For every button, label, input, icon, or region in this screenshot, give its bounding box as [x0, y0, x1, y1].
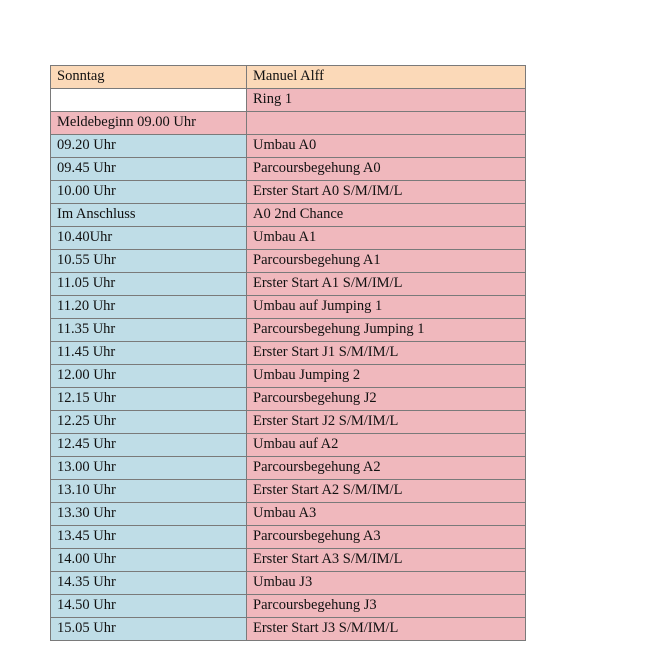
table-row	[51, 572, 526, 595]
subheader-ring-cell: Ring 1	[247, 89, 526, 112]
table-row	[51, 595, 526, 618]
table-row	[51, 204, 526, 227]
row-event-cell: Umbau auf Jumping 1	[247, 296, 526, 319]
table-row	[51, 365, 526, 388]
row-event-cell: Erster Start J3 S/M/IM/L	[247, 618, 526, 641]
row-time-cell: 14.00 Uhr	[51, 549, 247, 572]
row-event-cell: Umbau Jumping 2	[247, 365, 526, 388]
table-row	[51, 181, 526, 204]
table-row	[51, 158, 526, 181]
table-notice-row	[51, 112, 526, 135]
schedule-table-body	[51, 66, 526, 641]
table-subheader-row	[51, 89, 526, 112]
row-time-cell: 12.15 Uhr	[51, 388, 247, 411]
row-event-cell: Erster Start A1 S/M/IM/L	[247, 273, 526, 296]
row-time-cell: 12.00 Uhr	[51, 365, 247, 388]
table-row	[51, 480, 526, 503]
row-event-cell: Umbau A3	[247, 503, 526, 526]
subheader-empty-cell	[51, 89, 247, 112]
table-row	[51, 411, 526, 434]
table-row	[51, 526, 526, 549]
row-time-cell: 15.05 Uhr	[51, 618, 247, 641]
row-time-cell: 11.05 Uhr	[51, 273, 247, 296]
row-time-cell: 10.00 Uhr	[51, 181, 247, 204]
row-time-cell: 11.20 Uhr	[51, 296, 247, 319]
row-time-cell: 13.45 Uhr	[51, 526, 247, 549]
row-time-cell: 12.25 Uhr	[51, 411, 247, 434]
header-day-cell: Sonntag	[51, 66, 247, 89]
table-row	[51, 434, 526, 457]
table-row	[51, 549, 526, 572]
row-event-cell: Erster Start A3 S/M/IM/L	[247, 549, 526, 572]
table-header-row	[51, 66, 526, 89]
row-event-cell: Parcoursbegehung A3	[247, 526, 526, 549]
row-time-cell: 14.35 Uhr	[51, 572, 247, 595]
row-time-cell: 12.45 Uhr	[51, 434, 247, 457]
table-row	[51, 457, 526, 480]
row-time-cell: 13.30 Uhr	[51, 503, 247, 526]
row-time-cell: Im Anschluss	[51, 204, 247, 227]
table-row	[51, 503, 526, 526]
schedule-table	[50, 65, 526, 641]
row-time-cell: 09.20 Uhr	[51, 135, 247, 158]
row-time-cell: 11.35 Uhr	[51, 319, 247, 342]
schedule-sheet	[50, 65, 525, 641]
row-event-cell: Erster Start A0 S/M/IM/L	[247, 181, 526, 204]
row-event-cell: Umbau auf A2	[247, 434, 526, 457]
table-row	[51, 135, 526, 158]
row-time-cell: 13.00 Uhr	[51, 457, 247, 480]
table-row	[51, 319, 526, 342]
row-event-cell: Erster Start A2 S/M/IM/L	[247, 480, 526, 503]
row-event-cell: Erster Start J2 S/M/IM/L	[247, 411, 526, 434]
row-time-cell: 13.10 Uhr	[51, 480, 247, 503]
row-event-cell: Parcoursbegehung J2	[247, 388, 526, 411]
header-judge-cell: Manuel Alff	[247, 66, 526, 89]
row-time-cell: 10.55 Uhr	[51, 250, 247, 273]
row-event-cell: Umbau A1	[247, 227, 526, 250]
row-time-cell: 11.45 Uhr	[51, 342, 247, 365]
row-event-cell: Parcoursbegehung A0	[247, 158, 526, 181]
row-event-cell: Parcoursbegehung A1	[247, 250, 526, 273]
table-row	[51, 227, 526, 250]
table-row	[51, 296, 526, 319]
row-event-cell: Parcoursbegehung Jumping 1	[247, 319, 526, 342]
table-row	[51, 273, 526, 296]
row-event-cell: Umbau A0	[247, 135, 526, 158]
row-event-cell: A0 2nd Chance	[247, 204, 526, 227]
table-row	[51, 618, 526, 641]
row-time-cell: 09.45 Uhr	[51, 158, 247, 181]
row-event-cell: Erster Start J1 S/M/IM/L	[247, 342, 526, 365]
notice-empty-cell	[247, 112, 526, 135]
row-event-cell: Parcoursbegehung J3	[247, 595, 526, 618]
row-event-cell: Parcoursbegehung A2	[247, 457, 526, 480]
row-time-cell: 10.40Uhr	[51, 227, 247, 250]
notice-text-cell: Meldebeginn 09.00 Uhr	[51, 112, 247, 135]
table-row	[51, 388, 526, 411]
table-row	[51, 342, 526, 365]
row-event-cell: Umbau J3	[247, 572, 526, 595]
row-time-cell: 14.50 Uhr	[51, 595, 247, 618]
table-row	[51, 250, 526, 273]
